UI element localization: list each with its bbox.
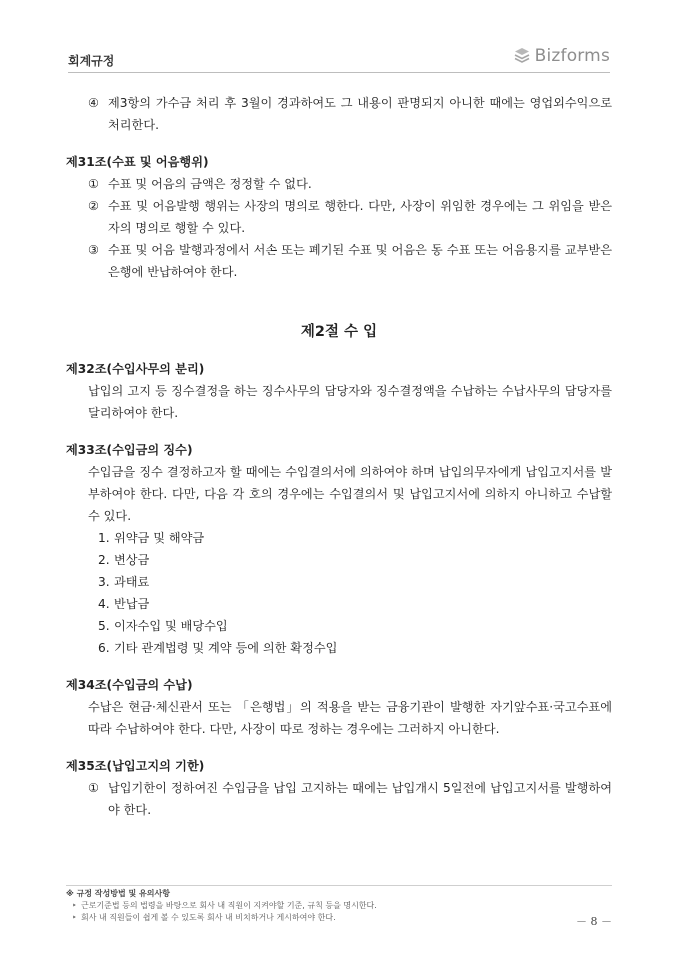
spacer	[66, 424, 612, 439]
article-heading: 제33조(수입금의 징수)	[66, 443, 193, 457]
clause-item	[88, 777, 612, 821]
spacer	[66, 343, 612, 358]
spacer	[66, 740, 612, 755]
clause-text: 수표 및 어음의 금액은 정정할 수 없다.	[108, 177, 312, 191]
document-title: 회계규정	[68, 54, 115, 68]
article-heading: 제34조(수입금의 수납)	[66, 678, 193, 692]
clause-item	[88, 92, 612, 136]
list-item-text: 위약금 및 해약금	[114, 531, 205, 545]
article-paragraph: 수납은 현금·체신관서 또는 「은행법」의 적용을 받는 금융기관이 발행한 자기앞수표·국고수표에 따라 수납하여야 한다. 다만, 사장이 따로 정하는 경우에는 그러하지 아니한다.	[88, 700, 612, 736]
list-item-number: 1.	[98, 531, 110, 545]
page-footer	[66, 885, 612, 928]
list-item-number: 4.	[98, 597, 110, 611]
footer-note-text: 근로기준법 등의 법령을 바탕으로 회사 내 직원이 지켜야할 기준, 규칙 등을 명시한다.	[81, 901, 377, 910]
clause-text: 제3항의 가수금 처리 후 3월이 경과하여도 그 내용이 판명되지 아니한 때에는 영업외수익으로 처리한다.	[108, 96, 612, 132]
list-item-text: 과태료	[114, 575, 150, 589]
article-heading: 제35조(납입고지의 기한)	[66, 759, 205, 773]
list-item	[98, 593, 612, 615]
clause-text: 수표 및 어음 발행과정에서 서손 또는 폐기된 수표 및 어음은 동 수표 또는 어음용지를 교부받은 은행에 반납하여야 한다.	[108, 243, 612, 279]
clause-item	[88, 173, 612, 195]
list-item-number: 6.	[98, 641, 110, 655]
article-paragraph: 수입금을 징수 결정하고자 할 때에는 수입결의서에 의하여야 하며 납입의무자에게 납입고지서를 발부하여야 한다. 다만, 다음 각 호의 경우에는 수입결의서 및 납입고지서에 의하지 아니하고 수납할 수 있다.	[88, 465, 612, 523]
clause-item	[88, 239, 612, 283]
list-item	[98, 571, 612, 593]
list-item-text: 변상금	[114, 553, 150, 567]
list-item-text: 기타 관계법령 및 계약 등에 의한 확정수입	[114, 641, 338, 655]
clause-text: 수표 및 어음발행 행위는 사장의 명의로 행한다. 다만, 사장이 위임한 경우에는 그 위임을 받은 자의 명의로 행할 수 있다.	[108, 199, 612, 235]
spacer	[66, 659, 612, 674]
spacer	[66, 283, 612, 321]
spacer	[66, 136, 612, 151]
list-item	[98, 549, 612, 571]
triangle-bullet-icon: ‣	[72, 901, 77, 910]
document-body	[66, 92, 612, 821]
list-item-number: 3.	[98, 575, 110, 589]
triangle-bullet-icon: ‣	[72, 913, 77, 922]
section-title: 제2절 수 입	[300, 324, 378, 340]
clause-number: ③	[88, 243, 99, 257]
list-item	[98, 527, 612, 549]
list-item	[98, 637, 612, 659]
page-number: － 8 －	[576, 915, 612, 928]
list-item-number: 5.	[98, 619, 110, 633]
clause-text: 납입기한이 정하여진 수입금을 납입 고지하는 때에는 납입개시 5일전에 납입고지서를 발행하여야 한다.	[108, 781, 612, 817]
clause-number: ①	[88, 781, 99, 795]
footer-note-text: 회사 내 직원들이 쉽게 볼 수 있도록 회사 내 비치하거나 게시하여야 한다.	[81, 913, 336, 922]
page-header	[68, 44, 610, 73]
logo-text: Bizforms	[534, 46, 610, 66]
list-item-text: 이자수입 및 배당수입	[114, 619, 228, 633]
list-item	[98, 615, 612, 637]
article-heading: 제32조(수입사무의 분리)	[66, 362, 205, 376]
footer-note	[66, 900, 612, 912]
clause-number: ④	[88, 96, 99, 110]
footer-note	[66, 912, 612, 924]
stacked-layers-icon	[514, 47, 530, 65]
list-item-text: 반납금	[114, 597, 150, 611]
article-paragraph: 납입의 고지 등 징수결정을 하는 징수사무의 담당자와 징수결정액을 수납하는 수납사무의 담당자를 달리하여야 한다.	[88, 384, 612, 420]
clause-item	[88, 195, 612, 239]
numbered-list	[98, 527, 612, 659]
bizforms-logo	[514, 46, 610, 66]
clause-number: ②	[88, 199, 99, 213]
list-item-number: 2.	[98, 553, 110, 567]
footer-title: ※ 규정 작성방법 및 유의사항	[66, 889, 170, 898]
article-heading: 제31조(수표 및 어음행위)	[66, 155, 209, 169]
clause-number: ①	[88, 177, 99, 191]
